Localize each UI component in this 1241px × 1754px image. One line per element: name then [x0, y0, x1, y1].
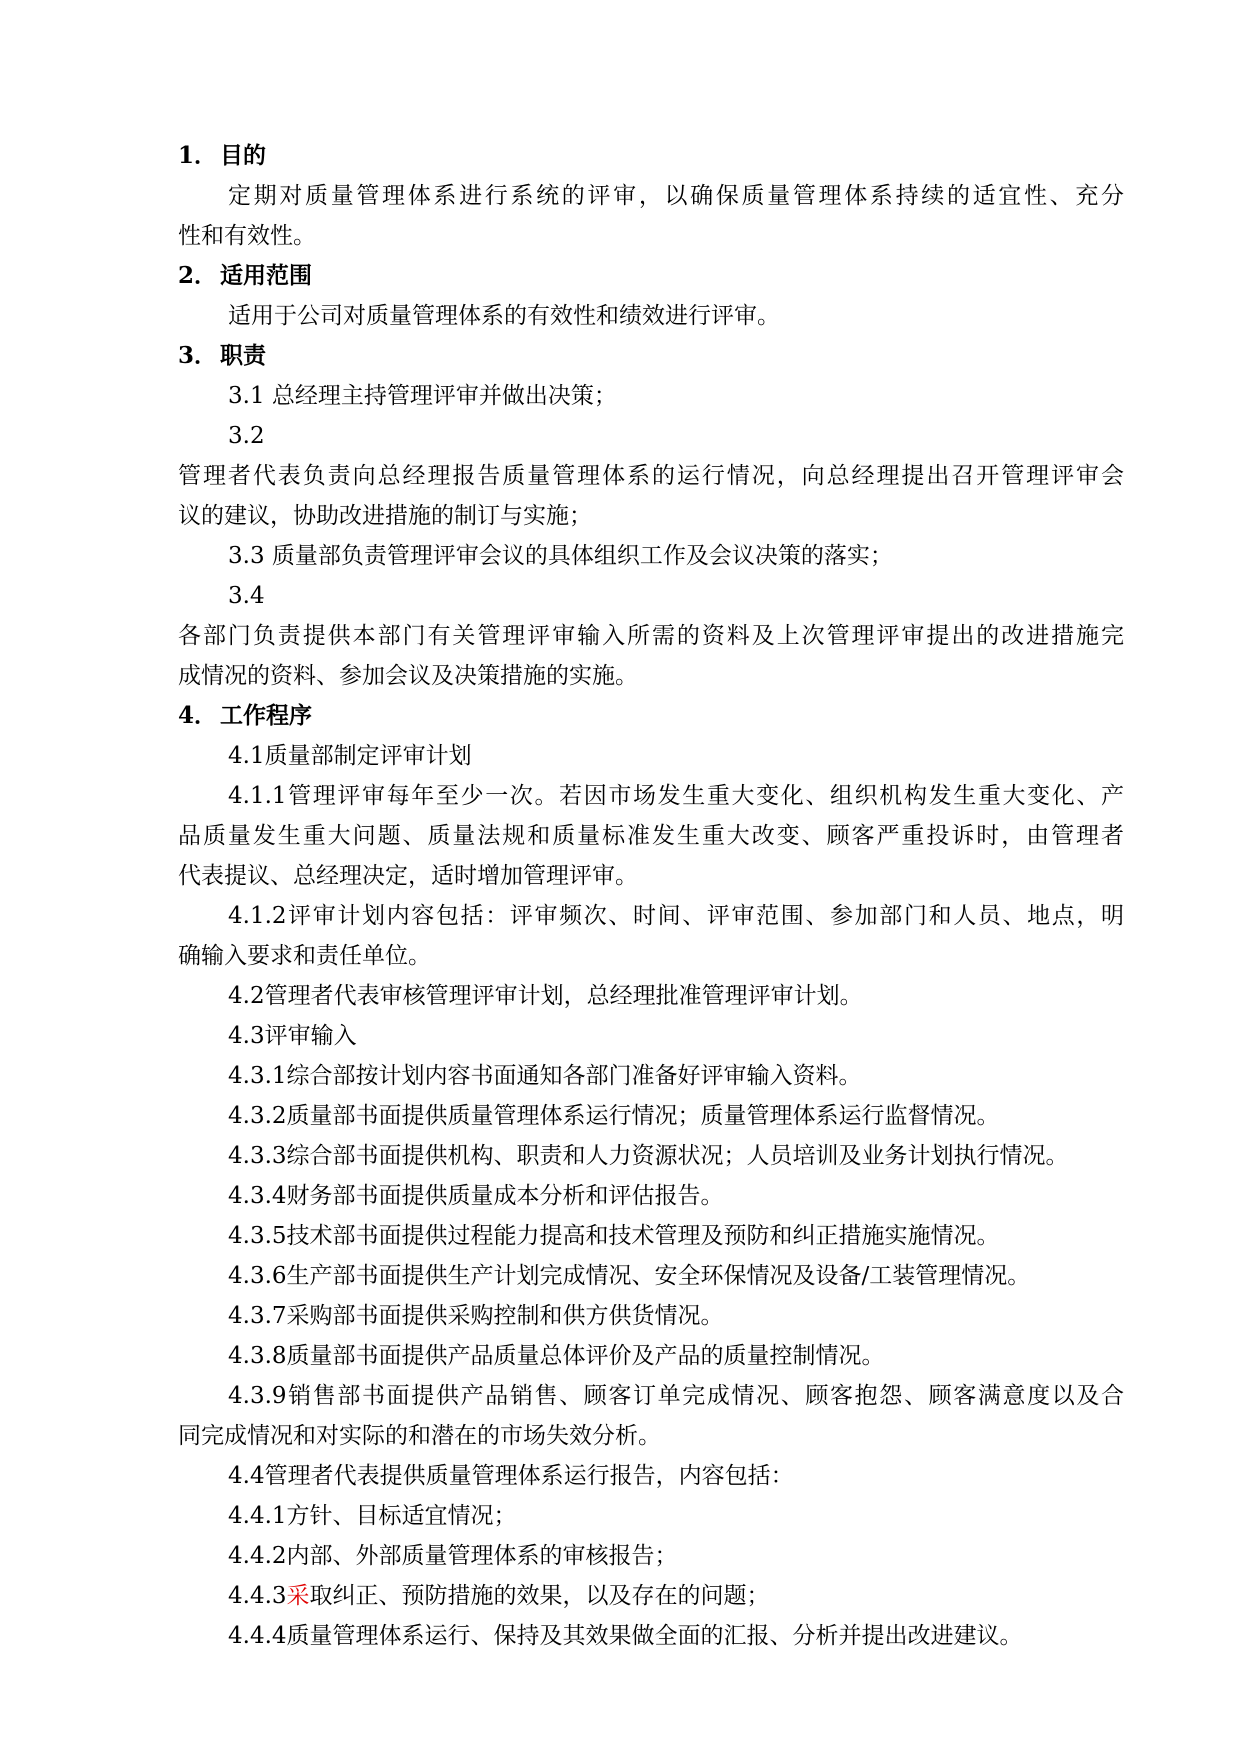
- paragraph: 4.2管理者代表审核管理评审计划，总经理批准管理评审计划。: [228, 983, 863, 1009]
- paragraph: 4.3.1综合部按计划内容书面通知各部门准备好评审输入资料。: [228, 1063, 862, 1089]
- paragraph: 4.3评审输入: [228, 1023, 357, 1049]
- paragraph: 管理者代表负责向总经理报告质量管理体系的运行情况，向总经理提出召开管理评审会: [178, 463, 1124, 489]
- paragraph: 品质量发生重大问题、质量法规和质量标准发生重大改变、顾客严重投诉时，由管理者: [178, 823, 1124, 849]
- paragraph: 4.3.7采购部书面提供采购控制和供方供货情况。: [228, 1303, 724, 1329]
- paragraph: 议的建议，协助改进措施的制订与实施；: [178, 503, 592, 529]
- paragraph: 性和有效性。: [178, 223, 316, 249]
- paragraph: 3.3 质量部负责管理评审会议的具体组织工作及会议决策的落实；: [228, 543, 893, 569]
- paragraph: 4.3.5技术部书面提供过程能力提高和技术管理及预防和纠正措施实施情况。: [228, 1223, 1000, 1249]
- paragraph: 4.3.2质量部书面提供质量管理体系运行情况；质量管理体系运行监督情况。: [228, 1103, 1000, 1129]
- paragraph: 4.3.9销售部书面提供产品销售、顾客订单完成情况、顾客抱怨、顾客满意度以及合: [228, 1383, 1124, 1409]
- paragraph: 确输入要求和责任单位。: [178, 943, 431, 969]
- heading-2: 2． 适用范围: [178, 262, 312, 289]
- paragraph: 4.3.4财务部书面提供质量成本分析和评估报告。: [228, 1183, 724, 1209]
- paragraph: 4.4管理者代表提供质量管理体系运行报告，内容包括：: [228, 1463, 794, 1489]
- paragraph: 代表提议、总经理决定，适时增加管理评审。: [178, 863, 638, 889]
- paragraph: 4.3.8质量部书面提供产品质量总体评价及产品的质量控制情况。: [228, 1343, 885, 1369]
- paragraph: 适用于公司对质量管理体系的有效性和绩效进行评审。: [228, 303, 780, 329]
- clause-number: 3.4: [228, 583, 265, 609]
- heading-4: 4． 工作程序: [178, 702, 312, 729]
- paragraph: 3.1 总经理主持管理评审并做出决策；: [228, 383, 617, 409]
- paragraph: 定期对质量管理体系进行系统的评审，以确保质量管理体系持续的适宜性、充分: [228, 183, 1124, 209]
- paragraph: 4.3.3综合部书面提供机构、职责和人力资源状况；人员培训及业务计划执行情况。: [228, 1143, 1069, 1169]
- paragraph: 4.4.2内部、外部质量管理体系的审核报告；: [228, 1543, 678, 1569]
- heading-3: 3． 职责: [178, 342, 266, 369]
- highlighted-char: 采: [286, 1583, 310, 1609]
- paragraph: 4.4.4质量管理体系运行、保持及其效果做全面的汇报、分析并提出改进建议。: [228, 1623, 1023, 1649]
- paragraph: 同完成情况和对实际的和潜在的市场失效分析。: [178, 1423, 661, 1449]
- paragraph: 成情况的资料、参加会议及决策措施的实施。: [178, 663, 638, 689]
- paragraph: 4.1质量部制定评审计划: [228, 743, 472, 769]
- document-body: [178, 136, 1124, 1656]
- paragraph: 4.3.6生产部书面提供生产计划完成情况、安全环保情况及设备/工装管理情况。: [228, 1263, 1031, 1289]
- paragraph: 4.4.1方针、目标适宜情况；: [228, 1503, 517, 1529]
- paragraph: 4.1.1管理评审每年至少一次。若因市场发生重大变化、组织机构发生重大变化、产: [228, 783, 1124, 809]
- paragraph: 4.1.2评审计划内容包括：评审频次、时间、评审范围、参加部门和人员、地点，明: [228, 903, 1124, 929]
- paragraph: 4.4.3采取纠正、预防措施的效果，以及存在的问题；: [228, 1583, 770, 1609]
- paragraph: 各部门负责提供本部门有关管理评审输入所需的资料及上次管理评审提出的改进措施完: [178, 623, 1124, 649]
- clause-number: 3.2: [228, 423, 265, 449]
- heading-1: 1． 目的: [178, 142, 266, 169]
